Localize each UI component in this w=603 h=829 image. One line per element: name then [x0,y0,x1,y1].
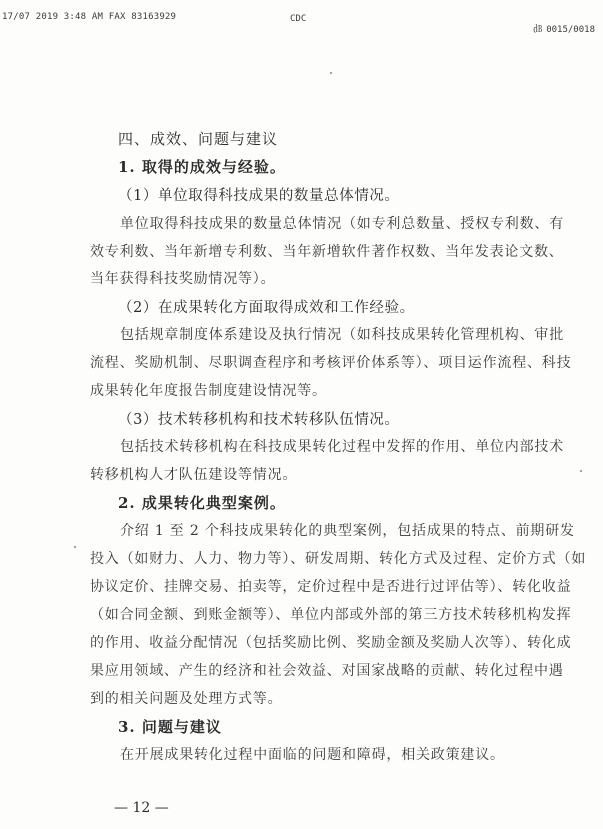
fax-page-count: 0015/0018 [546,25,595,35]
item-1-line-2: 效专利数、当年新增专利数、当年新增软件著作权数、当年发表论文数、 [90,244,564,260]
case-line-7: 到的相关问题及处理方式等。 [90,691,283,707]
item-1-title: （1）单位取得科技成果的数量总体情况。 [118,188,400,204]
subsection-2-title: 2. 成果转化典型案例。 [118,494,286,512]
item-2-line-2: 流程、奖励机制、尽职调查程序和考核评价体系等）、项目运作流程、科技 [90,355,572,371]
item-3-line-2: 转移机构人才队伍建设等情况。 [90,467,298,483]
fax-page-counter [533,22,595,35]
case-line-6: 果应用领域、产生的经济和社会效益、对国家战略的贡献、转化过程中遇 [90,663,564,679]
case-line-2: 投入（如财力、人力、物力等）、研发周期、转化方式及过程、定价方式（如 [90,551,587,567]
item-2-line-3: 成果转化年度报告制度建设情况等。 [90,383,327,399]
fax-timestamp-line: 17/07 2019 3:48 AM FAX 83163929 [2,12,177,22]
subsection-1-title: 1. 取得的成效与经验。 [118,158,286,176]
case-line-3: 协议定价、挂牌交易、拍卖等，定价过程中是否进行过评估等）、转化收益 [90,579,572,595]
item-1-line-3: 当年获得科技奖励情况等）。 [90,271,276,287]
fax-sender-id: CDC [290,14,307,24]
item-3-title: （3）技术转移机构和技术转移队伍情况。 [118,412,400,428]
scan-speck [580,470,582,472]
case-line-1: 介绍 1 至 2 个科技成果转化的典型案例，包括成果的特点、前期研发 [120,523,575,539]
fax-mark-icon: ㏈ [533,25,543,35]
scan-speck [74,546,76,548]
item-2-line-1: 包括规章制度体系建设及执行情况（如科技成果转化管理机构、审批 [120,327,564,343]
subsection-3-title: 3. 问题与建议 [118,718,222,736]
item-1-line-1: 单位取得科技成果的数量总体情况（如专利总数量、授权专利数、有 [120,216,564,232]
fax-header [0,0,603,34]
item-2-title: （2）在成果转化方面取得成效和工作经验。 [118,300,415,316]
case-line-5: 的作用、收益分配情况（包括奖励比例、奖励金额及奖励人次等）、转化成 [90,635,572,651]
item-3-line-1: 包括技术转移机构在科技成果转化过程中发挥的作用、单位内部技术 [120,439,564,455]
suggestion-line-1: 在开展成果转化过程中面临的问题和障碍，相关政策建议。 [120,747,505,763]
case-line-4: （如合同金额、到账金额等）、单位内部或外部的第三方技术转移机构发挥 [90,607,572,623]
section-title: 四、成效、问题与建议 [118,130,279,148]
scan-speck [330,72,332,74]
page-number: — 12 — [114,800,169,816]
